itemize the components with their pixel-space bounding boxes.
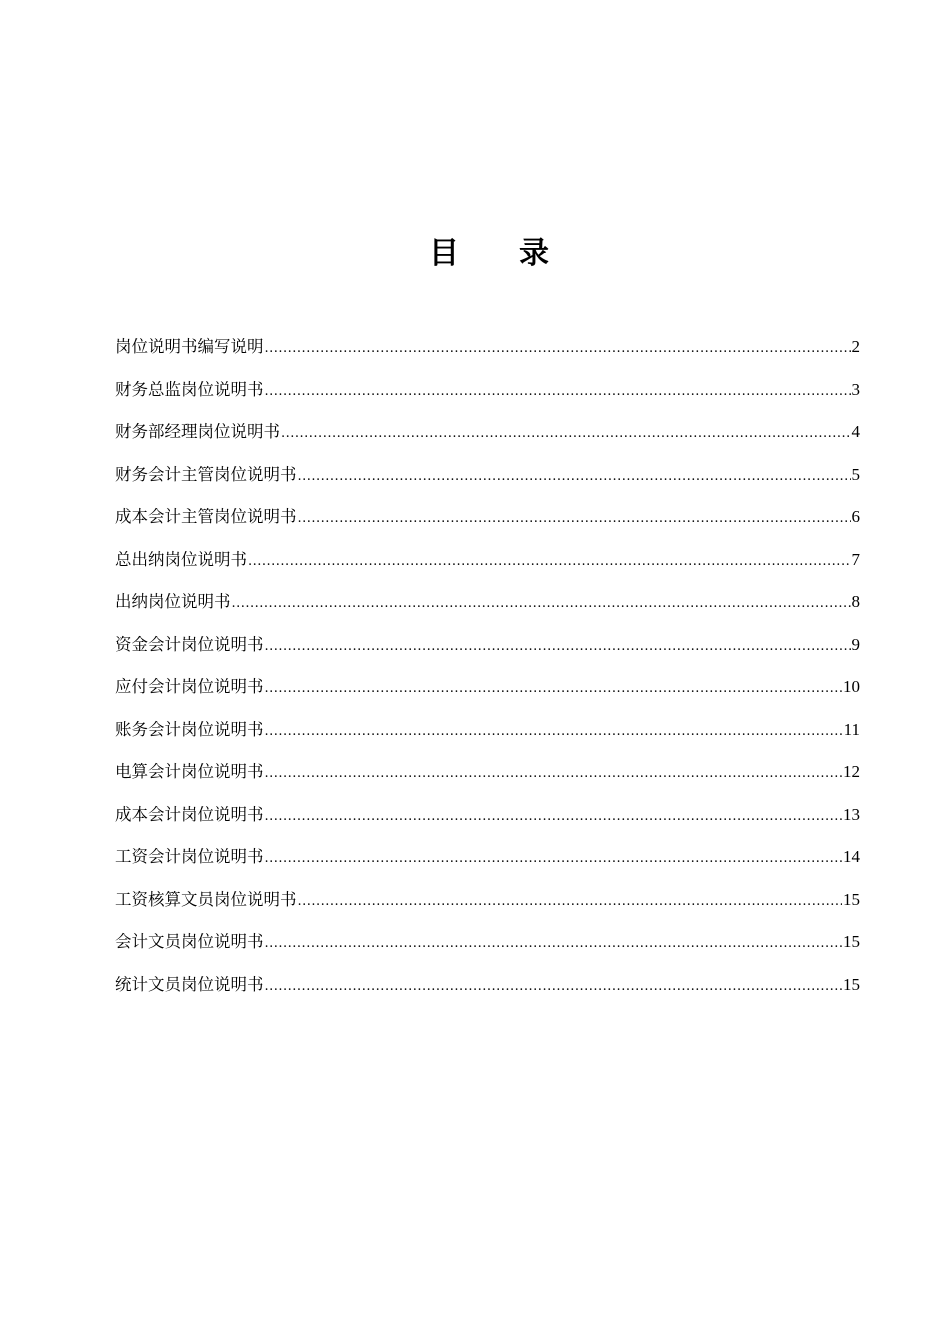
toc-dot-leader: [281, 421, 851, 447]
toc-dot-leader: [298, 889, 843, 915]
toc-entry-label: 成本会计主管岗位说明书: [115, 507, 297, 526]
toc-dot-leader: [265, 846, 843, 872]
toc-entry-page: 8: [851, 592, 860, 611]
toc-entry-page: 12: [843, 762, 860, 781]
toc-entry-label: 应付会计岗位说明书: [115, 677, 264, 696]
toc-entry-label: 出纳岗位说明书: [115, 592, 231, 611]
toc-entry-page: 9: [851, 634, 860, 654]
toc-entry-label: 岗位说明书编写说明: [115, 337, 264, 356]
toc-entry[interactable]: [115, 632, 860, 675]
toc-list: [115, 334, 860, 1014]
toc-entry-label: 统计文员岗位说明书: [115, 974, 264, 994]
toc-entry[interactable]: [115, 419, 860, 462]
toc-entry[interactable]: [115, 334, 860, 377]
toc-entry[interactable]: [115, 844, 860, 887]
toc-entry-page: 7: [851, 549, 860, 569]
toc-entry[interactable]: [115, 887, 860, 930]
toc-entry[interactable]: [115, 674, 860, 717]
toc-entry[interactable]: [115, 547, 860, 590]
toc-entry[interactable]: [115, 717, 860, 760]
toc-entry-page: 6: [851, 507, 860, 526]
toc-entry-page: 10: [843, 677, 860, 696]
toc-dot-leader: [248, 549, 851, 575]
toc-entry-page: 3: [851, 379, 860, 399]
toc-entry-label: 财务会计主管岗位说明书: [115, 464, 297, 484]
toc-entry-page: 11: [843, 719, 860, 739]
toc-entry-label: 电算会计岗位说明书: [115, 762, 264, 781]
toc-entry-label: 财务部经理岗位说明书: [115, 422, 280, 441]
toc-entry-label: 资金会计岗位说明书: [115, 634, 264, 654]
toc-entry[interactable]: [115, 929, 860, 972]
toc-entry-label: 总出纳岗位说明书: [115, 549, 247, 569]
toc-entry-label: 工资会计岗位说明书: [115, 847, 264, 866]
toc-entry-label: 会计文员岗位说明书: [115, 932, 264, 951]
toc-dot-leader: [298, 464, 851, 490]
toc-entry-label: 账务会计岗位说明书: [115, 719, 264, 739]
toc-dot-leader: [265, 634, 851, 660]
toc-entry-label: 工资核算文员岗位说明书: [115, 889, 297, 909]
toc-entry[interactable]: [115, 504, 860, 547]
toc-dot-leader: [265, 676, 843, 702]
toc-entry-page: 5: [851, 464, 860, 484]
toc-dot-leader: [298, 506, 851, 532]
toc-entry-page: 15: [843, 974, 860, 994]
toc-dot-leader: [265, 719, 843, 745]
toc-entry-page: 14: [843, 847, 860, 866]
toc-entry[interactable]: [115, 462, 860, 505]
toc-entry-page: 15: [843, 932, 860, 951]
toc-entry-label: 财务总监岗位说明书: [115, 379, 264, 399]
toc-entry[interactable]: [115, 589, 860, 632]
toc-entry-page: 13: [843, 804, 860, 824]
toc-entry-label: 成本会计岗位说明书: [115, 804, 264, 824]
toc-dot-leader: [265, 974, 843, 1000]
toc-dot-leader: [265, 379, 851, 405]
toc-entry[interactable]: [115, 377, 860, 420]
toc-entry[interactable]: [115, 972, 860, 1015]
toc-title: 目 录: [429, 236, 549, 271]
toc-dot-leader: [265, 804, 843, 830]
toc-entry-page: 2: [851, 337, 860, 356]
toc-dot-leader: [265, 761, 843, 787]
toc-dot-leader: [265, 336, 851, 362]
toc-dot-leader: [265, 931, 843, 957]
toc-entry[interactable]: [115, 802, 860, 845]
toc-entry-page: 15: [843, 889, 860, 909]
toc-entry[interactable]: [115, 759, 860, 802]
toc-entry-page: 4: [851, 422, 860, 441]
toc-dot-leader: [232, 591, 851, 617]
